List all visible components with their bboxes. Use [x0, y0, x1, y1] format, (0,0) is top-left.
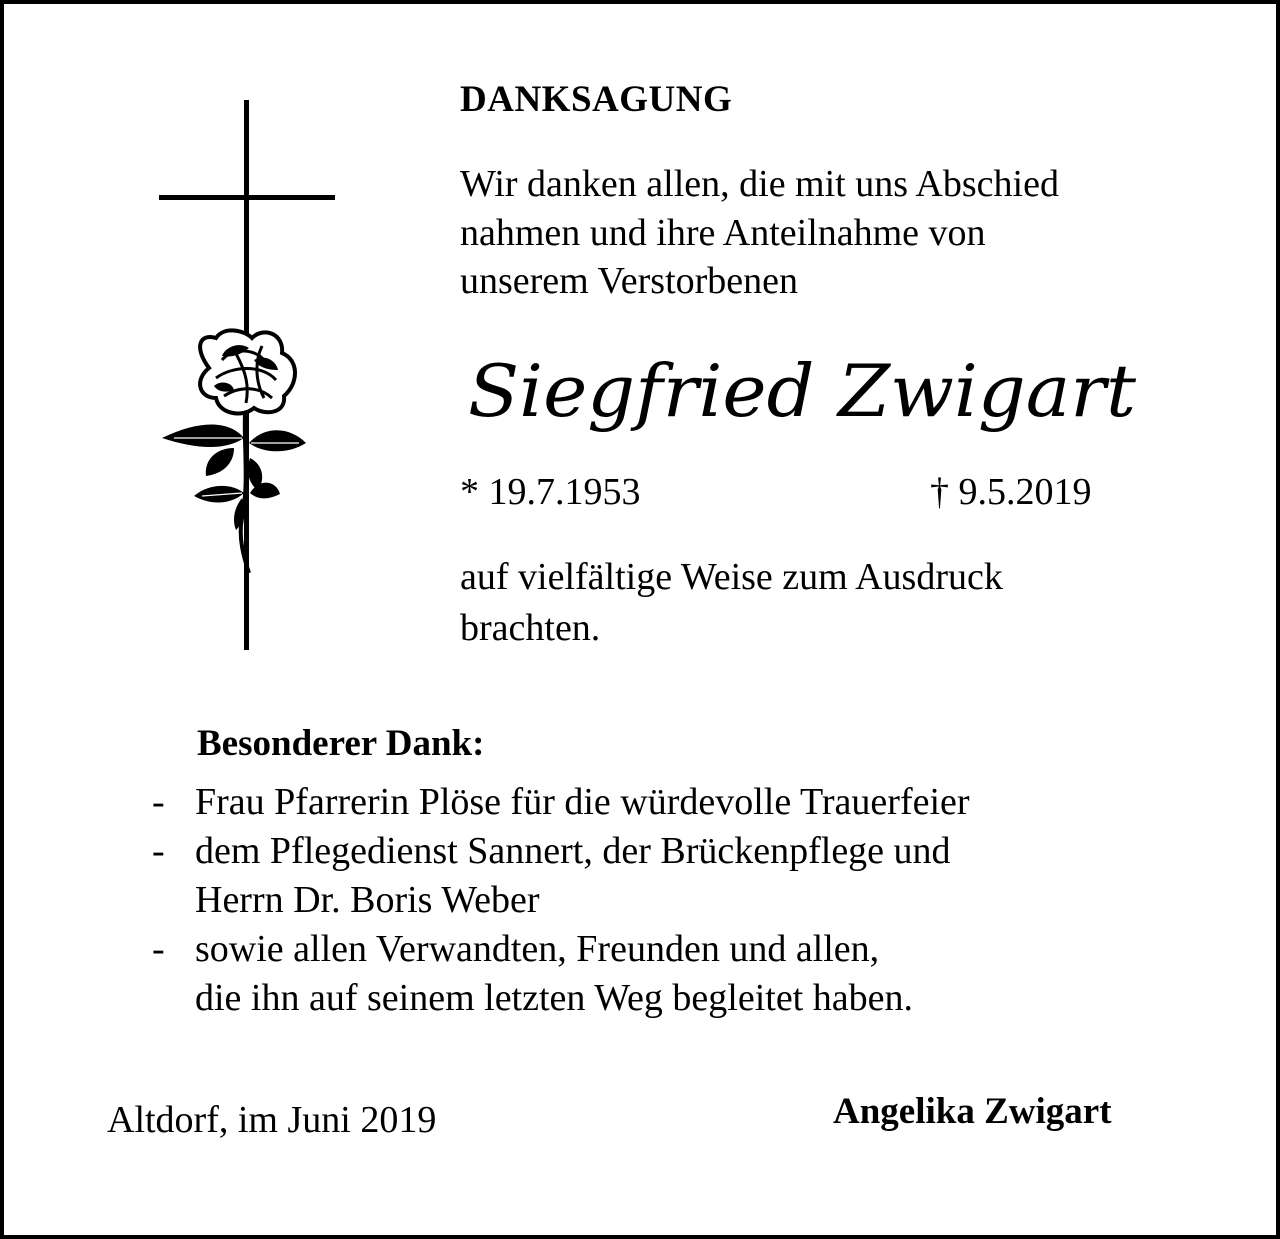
- intro-line: nahmen und ihre Anteilnahme von: [460, 211, 986, 254]
- outro-text: [460, 552, 1003, 654]
- intro-line: unserem Verstorbenen: [460, 260, 799, 302]
- list-bullet: -: [152, 928, 165, 970]
- birth-date: * 19.7.1953: [460, 471, 641, 513]
- list-item-line: die ihn auf seinem letzten Weg begleitet haben.: [195, 977, 913, 1019]
- outro-line: auf vielfältige Weise zum Ausdruck: [460, 556, 1003, 598]
- list-item-line: Herrn Dr. Boris Weber: [195, 879, 540, 921]
- list-item: [152, 778, 970, 827]
- signature: Angelika Zwigart: [833, 1091, 1112, 1132]
- list-item: [152, 925, 970, 1023]
- place-and-date: Altdorf, im Juni 2019: [107, 1099, 437, 1141]
- list-bullet: -: [152, 781, 165, 823]
- special-thanks-heading: Besonderer Dank:: [197, 723, 485, 764]
- cross-with-rose-icon: [154, 98, 344, 652]
- list-item: [152, 827, 970, 925]
- list-item-line: dem Pflegedienst Sannert, der Brückenpflege und: [195, 830, 951, 872]
- list-bullet: -: [152, 830, 165, 872]
- death-date: † 9.5.2019: [930, 471, 1092, 513]
- deceased-name-text: Siegfried Zwigart: [468, 349, 1138, 433]
- outro-line: brachten.: [460, 607, 601, 649]
- notice-heading: DANKSAGUNG: [460, 79, 733, 120]
- special-thanks-list: [152, 778, 970, 1023]
- deceased-name: [460, 334, 1160, 444]
- list-item-line: Frau Pfarrerin Plöse für die würdevolle Trauerfeier: [195, 781, 970, 823]
- list-item-line: sowie allen Verwandten, Freunden und allen,: [195, 928, 880, 970]
- intro-line: Wir danken allen, die mit uns Abschied: [460, 163, 1059, 205]
- intro-text: [460, 160, 1059, 306]
